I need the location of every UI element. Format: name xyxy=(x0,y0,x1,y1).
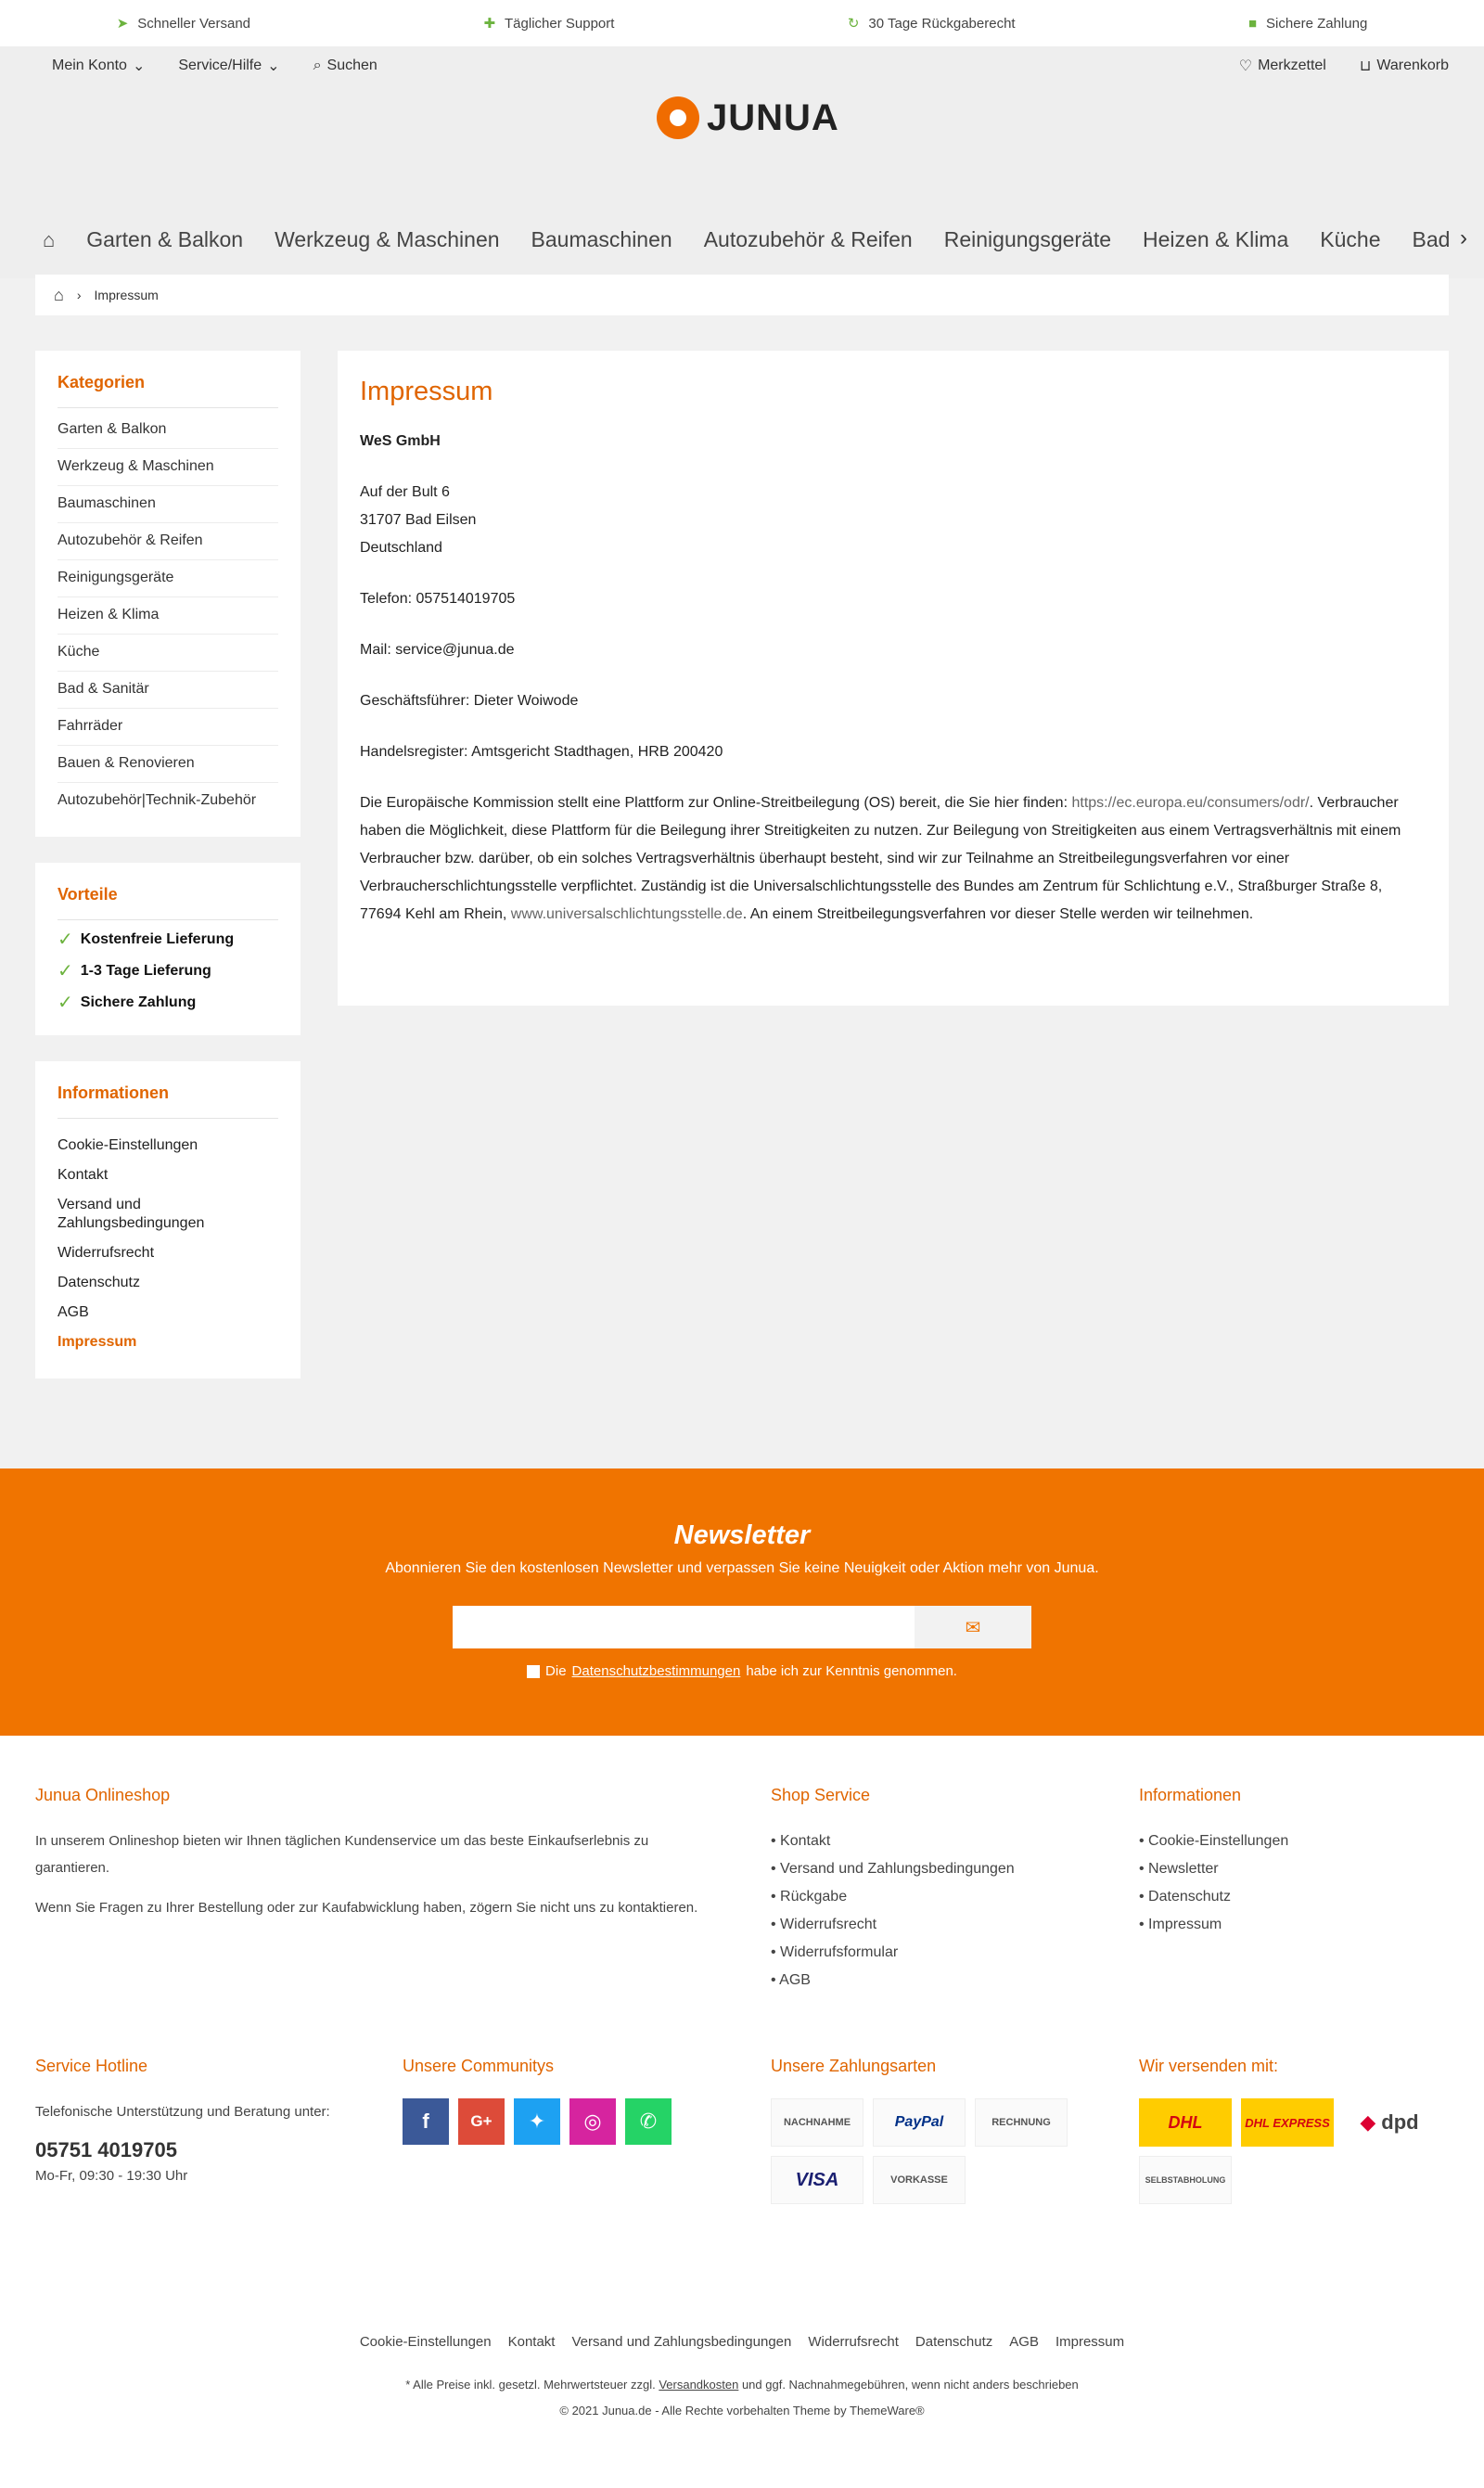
chevron-down-icon: ⌄ xyxy=(267,58,280,74)
usp-bar xyxy=(0,0,1484,46)
nav-item[interactable]: Werkzeug & Maschinen xyxy=(275,227,500,251)
nav-item[interactable]: Reinigungsgeräte xyxy=(943,227,1112,251)
footer-community xyxy=(403,2057,672,2145)
footer-shop xyxy=(35,1786,712,1921)
footer-payment-title: Unsere Zahlungsarten xyxy=(771,2057,937,2075)
usp-label: Sichere Zahlung xyxy=(1266,15,1368,32)
footer-bottom-link[interactable]: AGB xyxy=(1009,2334,1039,2350)
search-icon: ⌕ xyxy=(313,58,322,73)
consent-text: habe ich zur Kenntnis genommen. xyxy=(746,1663,957,1679)
sidebar-category-item[interactable]: Küche xyxy=(58,635,278,672)
search-button[interactable] xyxy=(313,58,377,74)
home-icon[interactable]: ⌂ xyxy=(54,285,64,304)
wishlist-label: Merkzettel xyxy=(1258,58,1326,73)
footer-service xyxy=(771,1786,1015,1994)
newsletter-subtitle: Abonnieren Sie den kostenlosen Newsletter und verpassen Sie keine Neuigkeit oder Aktion mehr von Junua. xyxy=(385,1560,1099,1576)
service-menu[interactable] xyxy=(178,57,279,75)
basket-icon: ⊔ xyxy=(1359,58,1372,74)
heart-icon: ♡ xyxy=(1238,58,1253,74)
newsletter-email-input[interactable] xyxy=(453,1606,915,1648)
hotline-hours: Mo-Fr, 09:30 - 19:30 Uhr xyxy=(35,2168,188,2184)
check-icon: ✓ xyxy=(58,961,73,981)
footer-payment xyxy=(771,2057,1068,2204)
price-note xyxy=(0,2378,1484,2392)
logo-text: JUNUA xyxy=(707,96,839,138)
address-street: Auf der Bult 6 xyxy=(360,484,450,500)
sidebar-info-item[interactable]: Versand und Zahlungsbedingungen xyxy=(58,1196,205,1232)
envelope-icon: ✉ xyxy=(965,1617,981,1638)
dispute-part: . Verbraucher haben die Möglichkeit, diese Plattform für die Beilegung ihrer Streitigkeiten zu nutzen. Zur Beilegung von Streitigkeiten aus einem Vertragsverhältnis mit einem Verbraucher bzw. darüber, ob ein solches Vertragsverhältnis überhaupt besteht, sind wir zur Teilnahme an Streitbeilegungsverfahren vor einer Verbraucherschlichtungsstelle verpflichtet. Zuständig ist die Universalschlichtungsstelle des Bundes am Zentrum für Schlichtung e.V., Straßburger Straße 8, 77694 Kehl am Rhein, xyxy=(360,795,1401,922)
footer-hotline xyxy=(35,2057,351,2189)
page-title: Impressum xyxy=(360,377,493,406)
account-label: Mein Konto xyxy=(52,58,127,73)
header-right xyxy=(1239,57,1449,75)
payment-visa: VISA xyxy=(771,2156,864,2204)
footer-shop-title: Junua Onlineshop xyxy=(35,1786,171,1804)
footer-link[interactable]: • Widerrufsformular xyxy=(771,1939,1015,1967)
nav-item[interactable]: Autozubehör & Reifen xyxy=(703,227,913,251)
sidebar-info-item[interactable]: Cookie-Einstellungen xyxy=(58,1137,198,1153)
usp-return xyxy=(848,15,1016,32)
footer-link[interactable]: • Newsletter xyxy=(1139,1855,1288,1883)
address-block xyxy=(360,479,1426,562)
footer-info xyxy=(1139,1786,1288,1939)
advantage-item xyxy=(58,955,278,987)
footer-link[interactable]: • AGB xyxy=(771,1967,1015,1994)
hotline-number[interactable]: 05751 4019705 xyxy=(35,2138,177,2161)
note-text: und ggf. Nachnahmegebühren, wenn nicht anders beschrieben xyxy=(738,2378,1079,2392)
home-icon[interactable]: ⌂ xyxy=(43,227,56,251)
footer-shipping xyxy=(1139,2057,1436,2204)
cart-label: Warenkorb xyxy=(1376,58,1449,73)
wishlist-link[interactable] xyxy=(1239,57,1326,75)
breadcrumb-current: Impressum xyxy=(94,288,159,302)
header xyxy=(0,46,1484,278)
usp-shipping xyxy=(117,15,250,32)
search-label: Suchen xyxy=(326,58,377,73)
nav-item[interactable]: Baumaschinen xyxy=(531,227,672,251)
newsletter-submit-button[interactable] xyxy=(915,1606,1031,1648)
footer-shop-text: Wenn Sie Fragen zu Ihrer Bestellung oder zur Kaufabwicklung haben, zögern Sie nicht uns zu kontaktieren. xyxy=(35,1900,698,1916)
usp-label: Schneller Versand xyxy=(137,15,251,32)
twitter-icon[interactable]: ✦ xyxy=(514,2098,560,2145)
address-city: 31707 Bad Eilsen xyxy=(360,512,477,528)
consent-checkbox[interactable] xyxy=(527,1665,540,1678)
copyright: © 2021 Junua.de - Alle Rechte vorbehalten Theme by ThemeWare® xyxy=(559,2404,925,2417)
sidebar-info-item-active[interactable]: Impressum xyxy=(58,1333,137,1350)
social-links xyxy=(403,2098,672,2145)
footer-link[interactable]: • Versand und Zahlungsbedingungen xyxy=(771,1855,1015,1883)
main-nav xyxy=(43,227,1484,252)
privacy-link[interactable]: Datenschutzbestimmungen xyxy=(571,1663,741,1679)
phone-text: Telefon: 057514019705 xyxy=(360,591,516,607)
sidebar-categories xyxy=(35,351,301,837)
usp-support xyxy=(483,15,614,32)
sidebar-category-item[interactable]: Werkzeug & Maschinen xyxy=(58,449,278,486)
sidebar-info-item[interactable]: Kontakt xyxy=(58,1166,109,1183)
chevron-right-icon: › xyxy=(76,288,82,302)
footer-link[interactable]: • Datenschutz xyxy=(1139,1883,1288,1911)
footer-link[interactable]: • Cookie-Einstellungen xyxy=(1139,1828,1288,1855)
shipping-methods xyxy=(1139,2098,1436,2204)
check-icon: ✓ xyxy=(58,930,73,950)
sidebar-category-item[interactable]: Bad & Sanitär xyxy=(58,672,278,709)
sidebar-category-item[interactable]: Reinigungsgeräte xyxy=(58,560,278,597)
footer-link[interactable]: • Widerrufsrecht xyxy=(771,1911,1015,1939)
company-name: WeS GmbH xyxy=(360,433,441,449)
shipping-pickup: SELBSTABHOLUNG xyxy=(1139,2156,1232,2204)
sidebar-advantages xyxy=(35,863,301,1035)
dispute-part: Die Europäische Kommission stellt eine Plattform zur Online-Streitbeilegung (OS) bereit, die Sie hier finden: xyxy=(360,795,1072,811)
sidebar-info-item[interactable]: Widerrufsrecht xyxy=(58,1245,155,1262)
sidebar-category-item[interactable]: Autozubehör & Reifen xyxy=(58,523,278,560)
shipping-cost-link[interactable]: Versandkosten xyxy=(659,2378,739,2392)
address-country: Deutschland xyxy=(360,540,442,556)
lifebuoy-icon: ✚ xyxy=(483,16,496,32)
payment-rechnung: RECHNUNG xyxy=(975,2098,1068,2147)
newsletter-section xyxy=(0,1468,1484,1736)
advantage-item xyxy=(58,924,278,955)
footer-bottom-link[interactable]: Datenschutz xyxy=(915,2334,993,2350)
sidebar-info-item[interactable]: Datenschutz xyxy=(58,1274,140,1290)
footer-bottom-links xyxy=(0,2334,1484,2350)
advantage-label: Kostenfreie Lieferung xyxy=(80,930,235,947)
footer-hotline-title: Service Hotline xyxy=(35,2057,148,2075)
impressum-content xyxy=(338,351,1449,1006)
refresh-icon: ↻ xyxy=(847,16,860,32)
shipping-dpd xyxy=(1343,2098,1436,2147)
footer-bottom-link[interactable]: Widerrufsrecht xyxy=(808,2334,899,2350)
service-label: Service/Hilfe xyxy=(178,58,262,73)
dpd-label: dpd xyxy=(1381,2110,1419,2134)
footer-service-list xyxy=(771,1828,1015,1994)
instagram-icon[interactable]: ◎ xyxy=(569,2098,616,2145)
ceo-text: Geschäftsführer: Dieter Woiwode xyxy=(360,693,579,709)
note-text: * Alle Preise inkl. gesetzl. Mehrwertsteuer zzgl. xyxy=(405,2378,659,2392)
footer-bottom-link[interactable]: Kontakt xyxy=(507,2334,556,2350)
footer xyxy=(0,1736,1484,2488)
sidebar-category-item[interactable]: Bauen & Renovieren xyxy=(58,746,278,783)
paper-plane-icon: ➤ xyxy=(116,16,129,32)
usp-label: 30 Tage Rückgaberecht xyxy=(868,15,1016,32)
sidebar-info xyxy=(35,1061,301,1379)
usp-label: Täglicher Support xyxy=(505,15,615,32)
header-row xyxy=(0,46,1484,85)
check-icon: ✓ xyxy=(58,993,73,1013)
nav-item[interactable]: Bad xyxy=(1412,227,1451,251)
footer-bottom-link[interactable]: Cookie-Einstellungen xyxy=(359,2334,492,2350)
sidebar-category-item[interactable]: Garten & Balkon xyxy=(58,412,278,449)
footer-bottom-link[interactable]: Versand und Zahlungsbedingungen xyxy=(571,2334,792,2350)
footer-community-title: Unsere Communitys xyxy=(403,2057,555,2075)
account-menu[interactable] xyxy=(52,57,145,75)
google-plus-icon[interactable]: G+ xyxy=(458,2098,505,2145)
footer-shop-text: In unserem Onlineshop bieten wir Ihnen täglichen Kundenservice um das beste Einkaufserlebnis zu garantieren. xyxy=(35,1833,649,1876)
register-text: Handelsregister: Amtsgericht Stadthagen, HRB 200420 xyxy=(360,744,723,760)
sidebar-category-item[interactable]: Autozubehör|Technik-Zubehör xyxy=(58,792,257,808)
nav-item[interactable]: Garten & Balkon xyxy=(86,227,244,251)
schlichtung-link[interactable]: www.universalschlichtungsstelle.de xyxy=(510,906,743,922)
mail-text: Mail: service@junua.de xyxy=(360,642,515,658)
footer-link[interactable]: • Rückgabe xyxy=(771,1883,1015,1911)
advantage-item xyxy=(58,987,278,1019)
footer-info-title: Informationen xyxy=(1139,1786,1242,1804)
cart-link[interactable] xyxy=(1360,57,1449,75)
shipping-dhl-express: DHL EXPRESS xyxy=(1241,2098,1334,2147)
footer-bottom-link[interactable]: Impressum xyxy=(1055,2334,1125,2350)
chevron-down-icon: ⌄ xyxy=(132,58,146,74)
sidebar-advantages-title: Vorteile xyxy=(58,885,278,920)
payment-nachnahme: NACHNAHME xyxy=(771,2098,864,2147)
odr-link[interactable]: https://ec.europa.eu/consumers/odr/ xyxy=(1071,795,1310,811)
footer-link[interactable]: • Kontakt xyxy=(771,1828,1015,1855)
hotline-text: Telefonische Unterstützung und Beratung unter: xyxy=(35,2104,330,2120)
footer-service-title: Shop Service xyxy=(771,1786,871,1804)
payment-paypal: PayPal xyxy=(873,2098,966,2147)
sidebar-category-item[interactable]: Baumaschinen xyxy=(58,486,278,523)
newsletter-consent xyxy=(0,1663,1484,1679)
dispute-part: . An einem Streitbeilegungsverfahren vor dieser Stelle werden wir teilnehmen. xyxy=(742,906,1254,922)
newsletter-title: Newsletter xyxy=(673,1520,811,1550)
footer-link[interactable]: • Impressum xyxy=(1139,1911,1288,1939)
newsletter-form xyxy=(453,1606,1031,1648)
sidebar-categories-title: Kategorien xyxy=(58,373,278,408)
sidebar-category-item[interactable]: Fahrräder xyxy=(58,709,278,746)
facebook-icon[interactable]: f xyxy=(403,2098,449,2145)
usp-payment xyxy=(1248,16,1367,32)
payment-methods xyxy=(771,2098,1068,2204)
shipping-dhl: DHL xyxy=(1139,2098,1232,2147)
sidebar-category-item[interactable]: Heizen & Klima xyxy=(58,597,278,635)
header-left xyxy=(52,57,377,75)
sidebar-info-title: Informationen xyxy=(58,1084,278,1119)
payment-vorkasse: VORKASSE xyxy=(873,2156,966,2204)
lock-icon: ■ xyxy=(1247,15,1258,32)
whatsapp-icon[interactable]: ✆ xyxy=(625,2098,672,2145)
dpd-cube-icon: ◆ xyxy=(1360,2110,1376,2134)
breadcrumb xyxy=(35,275,1449,315)
advantage-label: 1-3 Tage Lieferung xyxy=(80,962,211,979)
nav-item[interactable]: Heizen & Klima xyxy=(1143,227,1289,251)
advantage-label: Sichere Zahlung xyxy=(80,994,197,1010)
logo-sun-icon xyxy=(657,96,699,139)
sidebar-info-item[interactable]: AGB xyxy=(58,1303,89,1320)
footer-info-list xyxy=(1139,1828,1288,1939)
footer-shipping-title: Wir versenden mit: xyxy=(1139,2057,1279,2075)
consent-text: Die xyxy=(545,1663,567,1679)
dispute-text xyxy=(360,789,1426,929)
chevron-right-icon[interactable]: › xyxy=(1460,225,1467,250)
nav-item[interactable]: Küche xyxy=(1320,227,1381,251)
logo[interactable] xyxy=(657,96,839,139)
